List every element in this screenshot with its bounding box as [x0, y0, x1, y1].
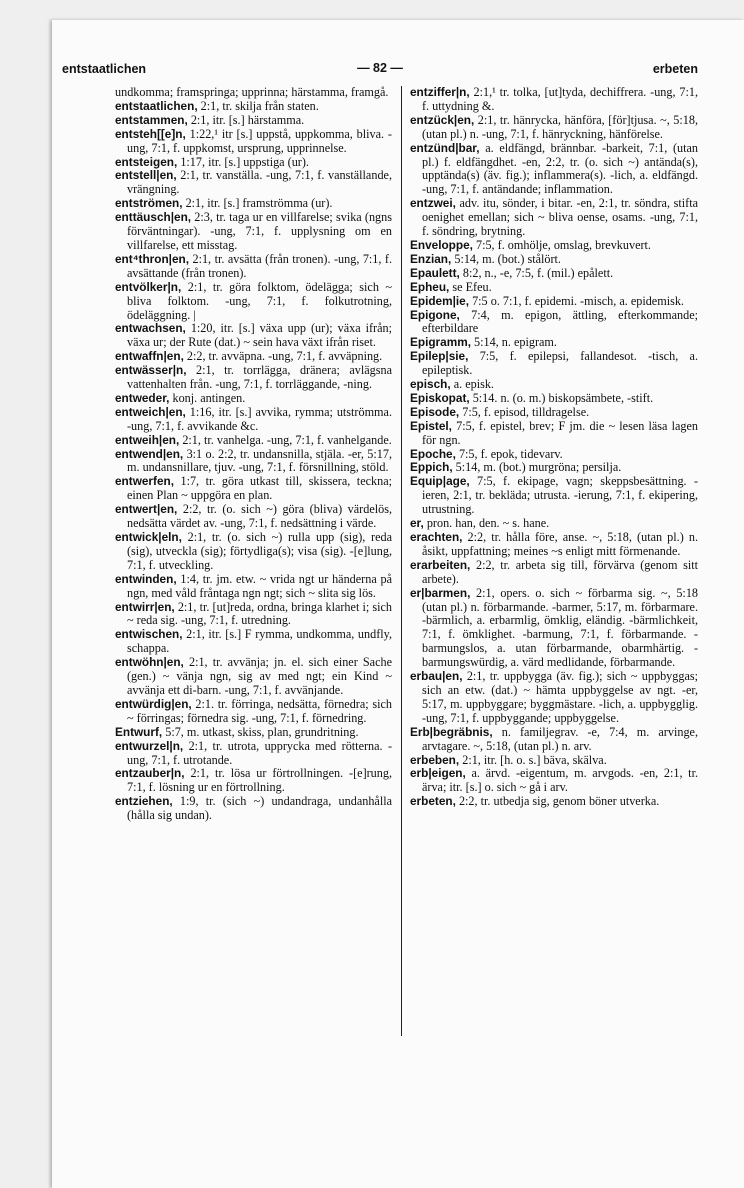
entry-headword: entwöhn|en,	[115, 655, 184, 670]
dictionary-entry	[115, 531, 392, 573]
dictionary-entry	[115, 573, 392, 601]
dictionary-entry	[115, 406, 392, 434]
entry-definition: 7:5, f. episod, tilldragelse.	[462, 404, 590, 419]
entry-headword: Erb|begräbnis,	[410, 724, 493, 739]
entry-headword: erbeben,	[410, 752, 460, 767]
entry-headword: enttäusch|en,	[115, 210, 192, 225]
entry-headword: Episode,	[410, 404, 460, 419]
entry-headword: episch,	[410, 377, 451, 392]
entry-definition: se Efeu.	[452, 279, 492, 294]
entry-definition: 5:7, m. utkast, skiss, plan, grundritning.	[165, 724, 359, 739]
entry-definition: 1:20, itr. [s.] växa upp (ur); växa ifrån; växa ur; der Rute (dat.) ~ sein hava växt ifrån riset.	[127, 321, 393, 350]
entry-headword: entweih|en,	[115, 432, 180, 447]
entry-definition: 2:1. tr. förringa, nedsätta, förnedra; sich ~ förringas; förnedra sig. -ung, 7:1, f. förnedring.	[127, 696, 392, 725]
entry-headword: entzwei,	[410, 196, 456, 211]
entry-definition: 2:1, itr. [s.] framströmma (ur).	[185, 196, 333, 211]
dictionary-entry	[410, 336, 698, 350]
dictionary-entry	[410, 197, 698, 239]
dictionary-entry	[115, 128, 392, 156]
entry-headword: erb|eigen,	[410, 766, 466, 781]
entry-definition: 7:4, m. epigon, ättling, efterkommande; efterbildare	[422, 307, 698, 336]
entry-definition: 1:9, tr. (sich ~) undandraga, undanhålla (hålla sig undan).	[127, 794, 393, 823]
entry-definition: 7:5, f. omhölje, omslag, brevkuvert.	[475, 237, 651, 252]
dictionary-entry	[115, 350, 392, 364]
entry-definition: 2:1, itr. [h. o. s.] bäva, skälva.	[462, 752, 607, 767]
entry-headword: ent⁴thron|en,	[115, 251, 190, 266]
dictionary-entry	[410, 448, 698, 462]
entry-headword: Enzian,	[410, 251, 452, 266]
entry-definition: n. familjegrav. -e, 7:4, m. arvinge, arvtagare. ~, 5:18, (utan pl.) n. arv.	[422, 724, 698, 753]
entry-headword: Epigone,	[410, 307, 460, 322]
entry-definition: 7:5, f. epistel, brev; F jm. die ~ lesen läsa lagen för ngn.	[422, 418, 699, 447]
entry-headword: Enveloppe,	[410, 237, 473, 252]
dictionary-entry	[115, 281, 392, 323]
entry-headword: entwässer|n,	[115, 363, 187, 378]
entry-definition: 7:5, f. epilepsi, fallandesot. -tisch, a. epileptisk.	[422, 349, 698, 378]
page-header	[62, 58, 698, 80]
dictionary-entry	[410, 253, 698, 267]
entry-definition: 3:1 o. 2:2, tr. undansnilla, stjäla. -er, 5:17, m. undansnillare, tjuv. -ung, 7:1, f. försnillning, stöld.	[127, 446, 392, 475]
entry-headword: entwaffn|en,	[115, 349, 184, 364]
dictionary-entry	[410, 767, 698, 795]
dictionary-entry	[115, 322, 392, 350]
entry-definition: 5:14, m. (bot.) murgröna; persilja.	[455, 460, 622, 475]
entry-definition: konj. antingen.	[172, 390, 246, 405]
entry-headword: entwert|en,	[115, 502, 178, 517]
entry-headword: Epistel,	[410, 418, 452, 433]
entry-headword: er|barmen,	[410, 585, 471, 600]
entry-headword: entströmen,	[115, 196, 183, 211]
entry-definition: 2:1, tr. vanställa. -ung, 7:1, f. vanställande, vrängning.	[127, 168, 392, 197]
entry-definition: 2:2, tr. arbeta sig till, förvärva (genom sitt arbete).	[422, 557, 698, 586]
dictionary-entry	[410, 267, 698, 281]
column-divider	[401, 86, 402, 1036]
entry-definition: 2:1, tr. (o. sich ~) rulla upp (sig), reda (sig), utveckla (sig); förtydliga(s); visa (sig). -[e]lung, 7:1, f. utveckling.	[127, 530, 392, 572]
dictionary-entry	[115, 169, 392, 197]
entry-definition: 2:1,¹ tr. tolka, [ut]tyda, dechiffrera. -ung, 7:1, f. uttydning &.	[422, 85, 698, 113]
entry-headword: entwurzel|n,	[115, 738, 184, 753]
entry-definition: adv. itu, sönder, i bitar. -en, 2:1, tr. söndra, stifta oenighet emellan; sich ~ bliva oense, osams. -ung, 7:1, f. söndring, brytning.	[422, 196, 698, 239]
entry-definition: 2:1, tr. hänrycka, hänföra, [för]tjusa. ~, 5:18, (utan pl.) n. -ung, 7:1, f. hänryckning, hänförelse.	[422, 112, 698, 141]
dictionary-entry	[115, 475, 392, 503]
dictionary-entry	[410, 795, 698, 809]
entry-definition: 7:5 o. 7:1, f. epidemi. -misch, a. epidemisk.	[472, 293, 684, 308]
entry-definition: 1:4, tr. jm. etw. ~ vrida ngt ur händerna på ngn, med våld fråntaga ngn ngt; sich ~ slita sig lös.	[127, 571, 392, 600]
entry-definition: 2:2, tr. utbedja sig, genom böner utverka.	[458, 794, 660, 809]
entry-headword: Episkopat,	[410, 390, 470, 405]
entry-definition: 2:1, tr. utrota, upprycka med rötterna. -ung, 7:1, f. utrotande.	[127, 738, 393, 767]
dictionary-entry	[115, 628, 392, 656]
entry-headword: entstammen,	[115, 112, 188, 127]
dictionary-entry	[410, 587, 698, 670]
entry-headword: erbeten,	[410, 794, 456, 809]
dictionary-entry	[410, 531, 698, 559]
entry-definition: 1:16, itr. [s.] avvika, rymma; utströmma. -ung, 7:1, f. avvikande &c.	[127, 404, 392, 433]
page-number: — 82 —	[357, 61, 403, 75]
entry-definition: 2:1, tr. avsätta (från tronen). -ung, 7:1, f. avsättande (från tronen).	[127, 251, 393, 280]
entry-headword: Epigramm,	[410, 335, 471, 350]
dictionary-entry	[410, 295, 698, 309]
entry-headword: entweich|en,	[115, 404, 186, 419]
entry-headword: entvölker|n,	[115, 279, 182, 294]
entry-definition: 2:1, tr. torrlägga, dränera; avlägsna vattenhalten från. -ung, 7:1, f. torrläggande, -ning.	[127, 363, 392, 392]
dictionary-entry	[410, 281, 698, 295]
dictionary-entry	[115, 100, 392, 114]
entry-definition: 5:14, n. epigram.	[474, 335, 557, 350]
entry-headword: Eppich,	[410, 460, 453, 475]
dictionary-entry	[410, 392, 698, 406]
entry-headword: Epilep|sie,	[410, 349, 469, 364]
entry-definition: 2:1, tr. skilja från staten.	[200, 98, 319, 113]
entry-definition: 2:1, tr. [ut]reda, ordna, bringa klarhet i; sich ~ reda sig. -ung, 7:1, f. utredning.	[127, 599, 392, 628]
dictionary-entry	[115, 698, 392, 726]
entry-headword: entstell|en,	[115, 168, 177, 183]
entry-headword: Epidem|ie,	[410, 293, 470, 308]
dictionary-entry	[115, 503, 392, 531]
entry-definition: a. episk.	[453, 377, 494, 392]
entry-headword: entweder,	[115, 390, 170, 405]
dictionary-entry	[115, 86, 392, 100]
entry-definition: 8:2, n., -e, 7:5, f. (mil.) epålett.	[462, 265, 614, 280]
dictionary-entry	[115, 795, 392, 823]
dictionary-entry	[410, 726, 698, 754]
entry-definition: 1:22,¹ itr [s.] uppstå, uppkomma, bliva. -ung, 7:1, f. uppkomst, ursprung, upprinnelse.	[127, 126, 392, 155]
dictionary-entry	[410, 517, 698, 531]
entry-definition: 2:1, itr. [s.] härstamma.	[190, 112, 305, 127]
entry-definition: 5:14. n. (o. m.) biskopsämbete, -stift.	[472, 390, 654, 405]
entry-headword: entwinden,	[115, 571, 177, 586]
entry-headword: entwachsen,	[115, 321, 186, 336]
dictionary-entry	[410, 350, 698, 378]
right-column	[410, 86, 698, 809]
entry-headword: entwend|en,	[115, 446, 184, 461]
entry-headword: entstaatlichen,	[115, 98, 198, 113]
dictionary-entry	[115, 740, 392, 768]
dictionary-entry	[410, 754, 698, 768]
entry-headword: erbau|en,	[410, 669, 463, 684]
dictionary-entry	[115, 601, 392, 629]
dictionary-entry	[115, 767, 392, 795]
left-column	[115, 86, 392, 823]
entry-definition: 2:1, opers. o. sich ~ förbarma sig. ~, 5:18 (utan pl.) n. förbarmande. -barmer, 5:17, m. förbarmare. -bärmlich, a. erbarmlig, ömklig, eländig. -bärmlichkeit, 7:1, f. ömklighet. -barmung, 7:1, f. förbarmande. -barmungslos, a. utan förbarmande, obarmhärtig. -barmungswürdig, a. värd medlidande, förbarmande.	[422, 585, 699, 670]
entry-headword: entziehen,	[115, 794, 173, 809]
entry-headword: entzück|en,	[410, 112, 475, 127]
dictionary-entry	[115, 211, 392, 253]
entry-definition: 2:2, tr. (o. sich ~) göra (bliva) värdelös, nedsätta värdet av. -ung, 7:1, f. nedsättning i värde.	[127, 502, 393, 531]
entry-definition: a. eldfängd, brännbar. -barkeit, 7:1, (utan pl.) f. eldfängdhet. -en, 2:2, tr. (o. sich ~) antända(s), upptända(s) (äv. fig.); inflammera(s). -lich, a. eldfängd. -ung, 7:1, f. antändande; inflammation.	[422, 140, 699, 197]
dictionary-entry	[410, 475, 698, 517]
dictionary-entry	[410, 670, 698, 726]
entry-headword: Epoche,	[410, 446, 456, 461]
dictionary-entry	[410, 239, 698, 253]
dictionary-entry	[115, 156, 392, 170]
dictionary-entry	[410, 559, 698, 587]
entry-definition: 2:1, tr. uppbygga (äv. fig.); sich ~ uppbyggas; sich an etw. (dat.) ~ hämta uppbyggelse av ngt. -er, 5:17, m. uppbyggare; byggmästare. -lich, a. uppbygglig. -ung, 7:1, f. uppbyggande; uppbyggelse.	[422, 669, 698, 725]
dictionary-entry	[115, 253, 392, 281]
dictionary-entry	[115, 434, 392, 448]
entry-definition: 2:1, tr. vanhelga. -ung, 7:1, f. vanhelgande.	[182, 432, 392, 447]
entry-definition: 1:17, itr. [s.] uppstiga (ur).	[180, 154, 309, 169]
dictionary-entry	[410, 461, 698, 475]
entry-headword: Entwurf,	[115, 724, 163, 739]
entry-definition: undkomma; framspringa; upprinna; härstamma, framgå.	[115, 85, 389, 99]
entry-definition: 7:5, f. ekipage, vagn; skeppsbesättning. -ieren, 2:1, tr. bekläda; utrusta. -ierung, 7:1, f. ekipering, utrustning.	[422, 474, 699, 517]
dictionary-entry	[115, 656, 392, 698]
entry-headword: erarbeiten,	[410, 557, 471, 572]
dictionary-entry	[115, 726, 392, 740]
header-first-word: entstaatlichen	[62, 62, 147, 76]
entry-headword: erachten,	[410, 530, 463, 544]
entry-headword: entzauber|n,	[115, 766, 185, 781]
dictionary-entry	[410, 142, 698, 198]
entry-headword: entziffer|n,	[410, 85, 470, 99]
entry-headword: entwürdig|en,	[115, 696, 192, 711]
entry-headword: entsteh[[e]n,	[115, 126, 186, 141]
entry-headword: entzünd|bar,	[410, 140, 480, 155]
dictionary-entry	[115, 114, 392, 128]
entry-definition: pron. han, den. ~ s. hane.	[426, 516, 550, 531]
dictionary-entry	[410, 406, 698, 420]
entry-headword: entwirr|en,	[115, 599, 175, 614]
entry-headword: entwick|eln,	[115, 530, 182, 544]
entry-headword: entwischen,	[115, 627, 183, 642]
entry-headword: Equip|age,	[410, 474, 470, 489]
dictionary-entry	[115, 197, 392, 211]
entry-definition: a. ärvd. -eigentum, m. arvgods. -en, 2:1, tr. ärva; itr. [s.] o. sich ~ gå i arv.	[422, 766, 699, 795]
dictionary-entry	[410, 86, 698, 114]
dictionary-entry	[115, 364, 392, 392]
entry-headword: er,	[410, 516, 424, 531]
entry-headword: Epheu,	[410, 279, 450, 294]
dictionary-entry	[115, 448, 392, 476]
dictionary-entry	[115, 392, 392, 406]
entry-headword: entsteigen,	[115, 154, 178, 169]
entry-definition: 1:7, tr. göra utkast till, skissera, teckna; einen Plan ~ uppgöra en plan.	[127, 474, 392, 503]
dictionary-entry	[410, 378, 698, 392]
entry-definition: 2:2, tr. hålla före, anse. ~, 5:18, (utan pl.) n. åsikt, uppfattning; meines ~s enligt mitt förmenande.	[422, 530, 698, 558]
dictionary-entry	[410, 309, 698, 337]
entry-definition: 5:14, m. (bot.) stålört.	[454, 251, 561, 266]
entry-definition: 2:2, tr. avväpna. -ung, 7:1, f. avväpning.	[186, 349, 383, 364]
entry-headword: Epaulett,	[410, 265, 460, 280]
entry-headword: entwerfen,	[115, 474, 174, 489]
entry-definition: 2:1, tr. göra folktom, ödelägga; sich ~ bliva folktom. -ung, 7:1, f. folkutrotning, ödeläggning. |	[127, 279, 393, 322]
entry-definition: 7:5, f. epok, tidevarv.	[458, 446, 563, 461]
entry-definition: 2:1, tr. avvänja; jn. el. sich einer Sache (gen.) ~ vänja ngn, sig av med ngt; ein Kind ~ avvänja ett di-barn. -ung, 7:1, f. avvänjande.	[127, 655, 392, 697]
entry-definition: 2:3, tr. taga ur en villfarelse; svika (ngns förväntningar). -ung, 7:1, f. upplysning om en villfarelse, ett misstag.	[127, 210, 392, 252]
entry-definition: 2:1, itr. [s.] F rymma, undkomma, undfly, schappa.	[127, 627, 392, 656]
dictionary-entry	[410, 114, 698, 142]
dictionary-entry	[410, 420, 698, 448]
header-last-word: erbeten	[652, 62, 698, 76]
entry-definition: 2:1, tr. lösa ur förtrollningen. -[e]rung, 7:1, f. lösning ur en förtrollning.	[127, 766, 393, 795]
